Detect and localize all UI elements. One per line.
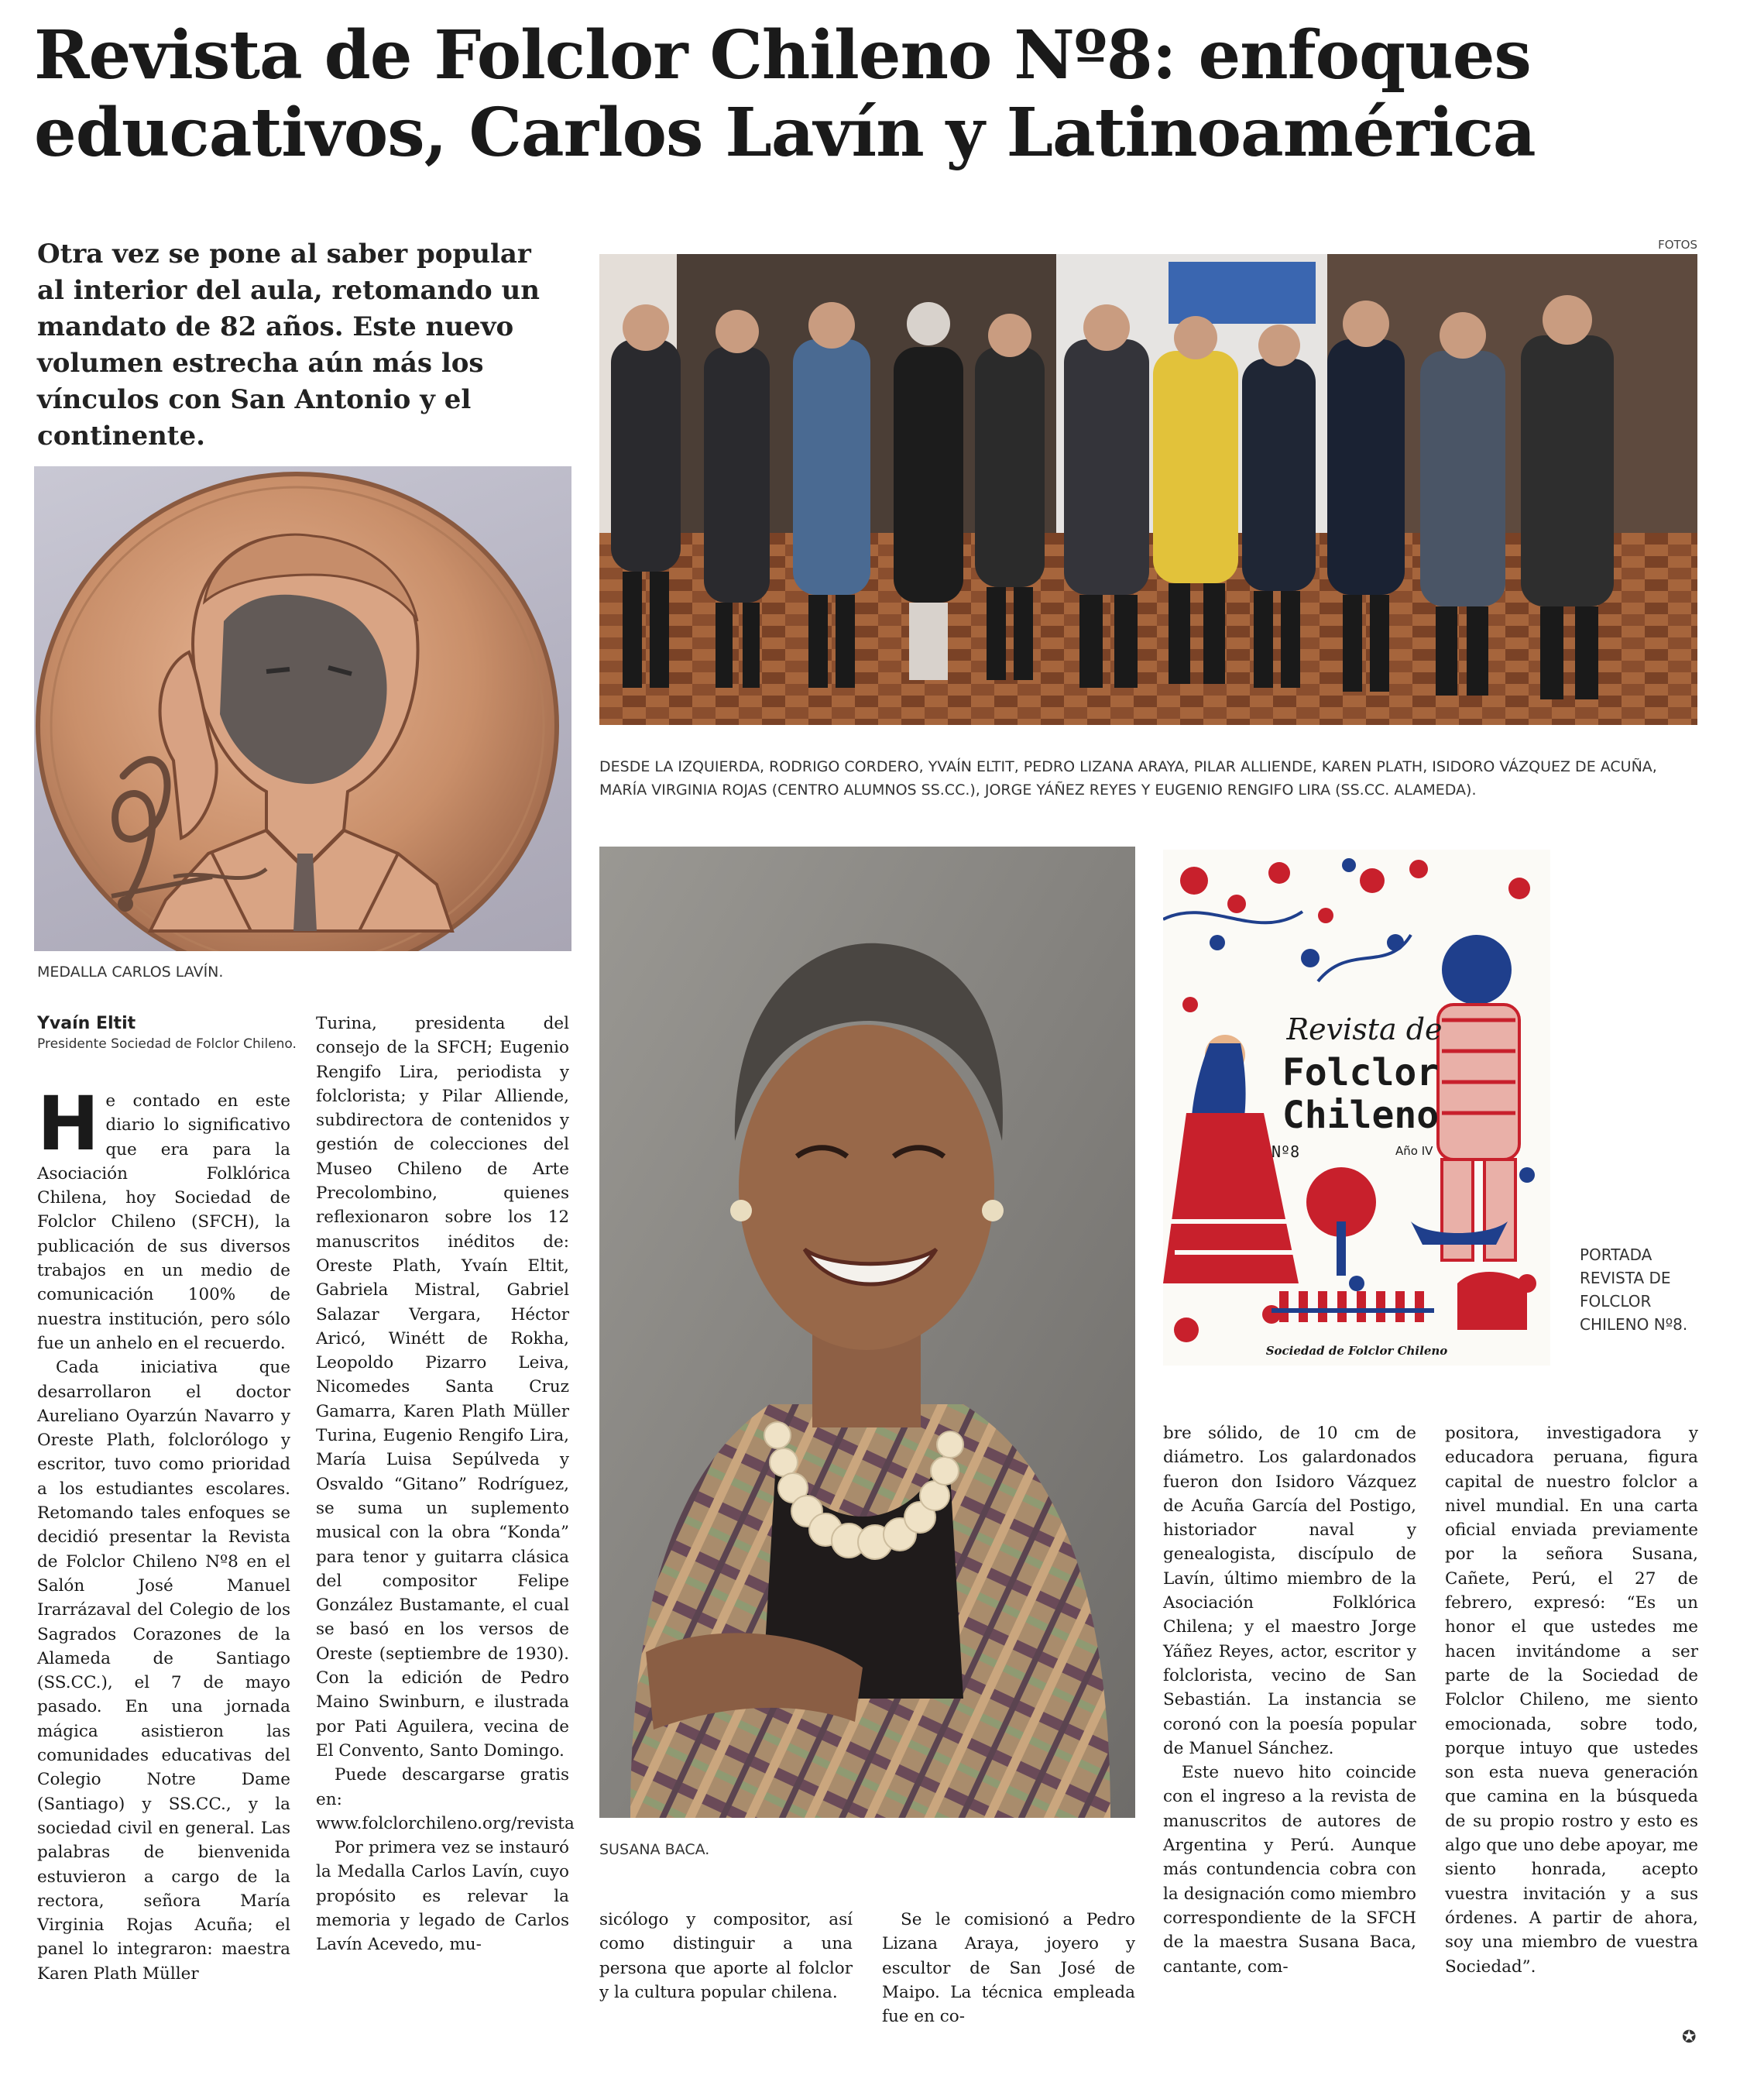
body-column-6: [1445, 1421, 1698, 1979]
end-mark-icon: ✪: [1682, 2028, 1697, 2047]
cover-publisher: Sociedad de Folclor Chileno: [1265, 1344, 1448, 1358]
group-photo: [599, 254, 1697, 725]
body-paragraph: Por primera vez se instauró la Medalla Carlos Lavín, cuyo propósito es relevar la memoria y legado de Carlos Lavín Acevedo, mu-: [316, 1838, 569, 1955]
medal-caption: MEDALLA CARLOS LAVÍN.: [37, 964, 224, 981]
body-paragraph: positora, investigadora y educadora peruana, figura capital de nuestro folclor a nivel mundial. En una carta oficial enviada previamente por la señora Susana, Cañete, Perú, el 27 de febrero, expresó: “Es un honor el que ustedes me hacen invitándome a ser parte de la Sociedad de Folclor Chileno, me siento emocionada, sobre todo, porque intuyo que ustedes son esta nueva generación que camina en la búsqueda de su propio rostro y esto es algo que uno debe apoyar, me siento honrada, acepto vuestra invitación y a sus órdenes. A partir de ahora, soy una miembro de vuestra Sociedad”.: [1445, 1424, 1698, 1977]
headline: [34, 17, 1738, 172]
magazine-cover: [1163, 850, 1550, 1366]
body-paragraph: Cada iniciativa que desarrollaron el doctor Aureliano Oyarzún Navarro y Oreste Plath, folclorólogo y escritor, tuvo como prioridad a los estudiantes escolares. Retomando tales enfoques se decidió presentar la Revista de Folclor Chileno Nº8 en el Salón José Manuel Irarrázaval del Colegio de los Sagrados Corazones de la Alameda de Santiago (SS.CC.), el 7 de mayo pasado. En una jornada mágica asistieron las comunidades educativas del Colegio Notre Dame (Santiago) y SS.CC., y la sociedad civil en general. Las palabras de bienvenida estuvieron a cargo de la rectora, señora María Virginia Rojas Acuña; el panel lo integraron: maestra Karen Plath Müller: [37, 1358, 290, 1984]
cover-title-script: Revista de: [1286, 1012, 1443, 1046]
body-paragraph: [37, 1080, 290, 1355]
cover-title-line-2: Chileno: [1282, 1094, 1440, 1137]
body-column-5: [1163, 1421, 1416, 1979]
cover-caption: PORTADA REVISTA DE FOLCLOR CHILENO Nº8.: [1580, 1245, 1688, 1334]
body-paragraph: bre sólido, de 10 cm de diámetro. Los galardonados fueron don Isidoro Vázquez de Acuña García del Postigo, historiador naval y genealogista, discípulo de Lavín, último miembro de la Asociación Folklórica Chilena; y el maestro Jorge Yáñez Reyes, actor, escritor y folclorista, vecino de San Sebastián. La instancia se coronó con la poesía popular de Manuel Sánchez.: [1163, 1424, 1416, 1758]
byline-name: Yvaín Eltit: [37, 1014, 136, 1033]
deck: Otra vez se pone al saber popular al interior del aula, retomando un mandato de 82 años. Este nuevo volumen estrecha aún más los vínculos con San Antonio y el continente.: [37, 239, 540, 452]
body-paragraph: Se le comisionó a Pedro Lizana Araya, joyero y escultor de San José de Maipo. La técnica empleada fue en co-: [882, 1910, 1135, 2027]
body-paragraph: Este nuevo hito coincide con el ingreso a la revista de manuscritos de autores de Argentina y Perú. Aunque más contundencia cobra con la designación como miembro correspondiente de la SFCH de la maestra Susana Baca, cantante, com-: [1163, 1763, 1416, 1977]
body-column-4: [882, 1908, 1135, 2029]
portrait-illustration: [599, 847, 1135, 1818]
portrait-photo: [599, 847, 1135, 1818]
body-text: e contado en este diario lo significativo que era para la Asociación Folklórica Chilena, hoy Sociedad de Folclor Chileno (SFCH), la publicación de sus diversos trabajos en un medio de comunicación 100% de nuestra institución, pero sólo fue un anhelo en el recuerdo.: [37, 1091, 290, 1353]
medal-illustration: [34, 466, 571, 951]
cover-title-line-1: Folclor: [1282, 1051, 1440, 1094]
drop-cap: H: [37, 1080, 100, 1167]
group-caption: DESDE LA IZQUIERDA, RODRIGO CORDERO, YVAÍN ELTIT, PEDRO LIZANA ARAYA, PILAR ALLIENDE, KAREN PLATH, ISIDORO VÁZQUEZ DE ACUÑA, MARÍA VIRGINIA ROJAS (CENTRO ALUMNOS SS.CC.), JORGE YÁÑEZ REYES Y EUGENIO RENGIFO LIRA (SS.CC. ALAMEDA).: [599, 758, 1657, 799]
photo-credit: FOTOS: [1658, 238, 1697, 252]
medal-photo: [34, 466, 571, 951]
group-photo-illustration: [599, 254, 1697, 725]
body-column-1: [37, 1080, 290, 1986]
body-column-3: [599, 1908, 853, 2005]
portrait-caption: SUSANA BACA.: [599, 1841, 710, 1858]
body-paragraph: sicólogo y compositor, así como distinguir a una persona que aporte al folclor y la cultura popular chilena.: [599, 1910, 853, 2002]
cover-year: Año IV: [1395, 1144, 1433, 1158]
cover-issue: Nº8: [1272, 1142, 1300, 1161]
body-column-2: [316, 1012, 575, 1957]
byline-role: Presidente Sociedad de Folclor Chileno.: [37, 1036, 297, 1052]
headline-line-2: educativos, Carlos Lavín y Latinoamérica: [34, 94, 1536, 172]
headline-line-1: Revista de Folclor Chileno Nº8: enfoques: [34, 16, 1531, 94]
body-paragraph: Turina, presidenta del consejo de la SFCH; Eugenio Rengifo Lira, periodista y folclorista; y Pilar Alliende, subdirectora de contenidos y gestión de colecciones del Museo Chileno de Arte Precolombino, quienes reflexionaron sobre los 12 manuscritos inéditos de: Oreste Plath, Yvaín Eltit, Gabriela Mistral, Gabriel Salazar Vergara, Héctor Aricó, Winétt de Rokha, Leopoldo Pizarro Leiva, Nicomedes Santa Cruz Gamarra, Karen Plath Müller Turina, Eugenio Rengifo Lira, María Luisa Sepúlveda y Osvaldo “Gitano” Rodríguez, se suma un suplemento musical con la obra “Konda” para tenor y guitarra clásica del compositor Felipe González Bustamante, el cual se basó en los versos de Oreste (septiembre de 1930). Con la edición de Pedro Maino Swinburn, e ilustrada por Pati Aguilera, vecina de El Convento, Santo Domingo.: [316, 1014, 569, 1761]
body-paragraph: Puede descargarse gratis en: www.folclorchileno.org/revista: [316, 1765, 575, 1833]
